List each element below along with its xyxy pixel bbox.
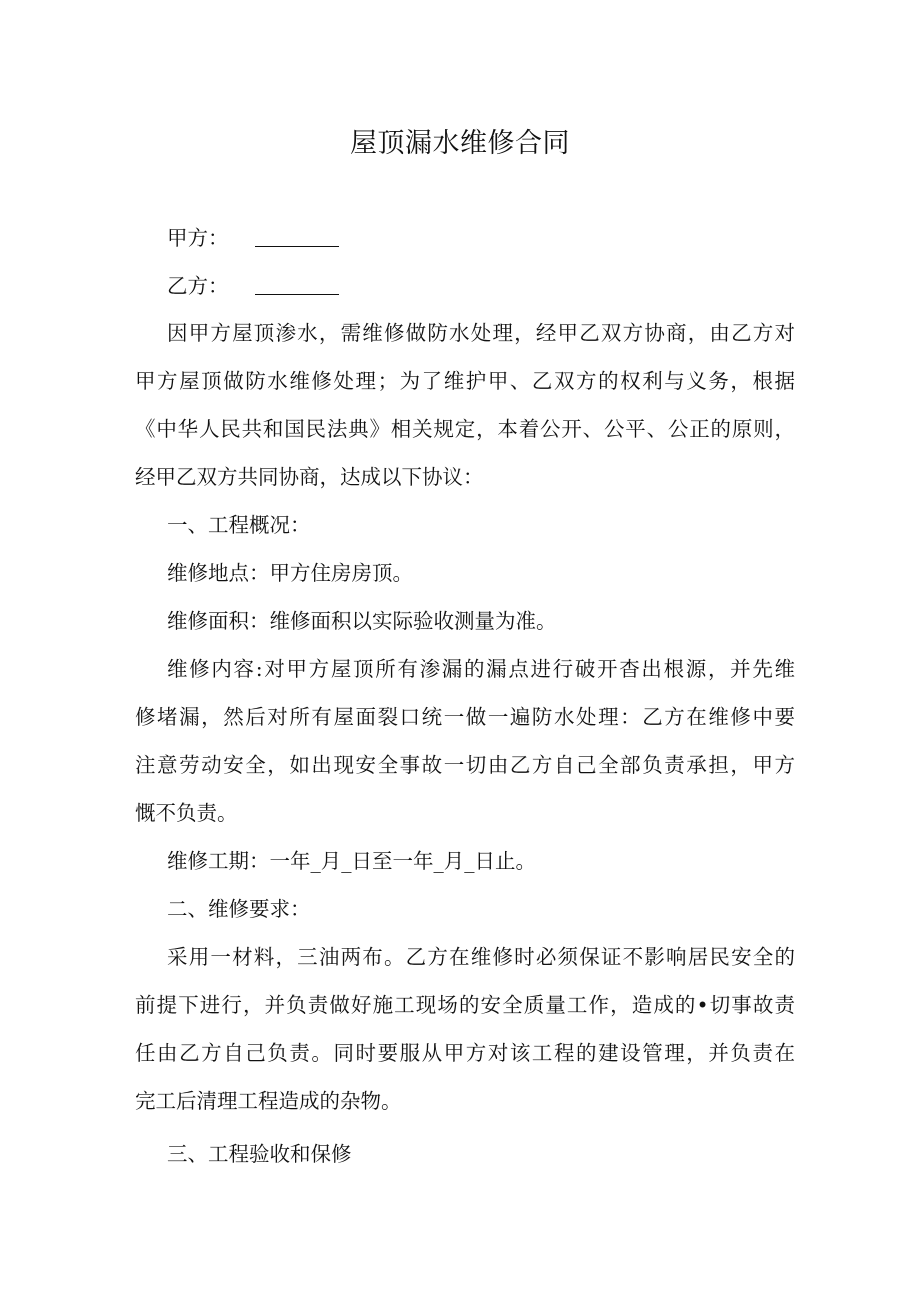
section-2-heading: 二、维修要求： (167, 897, 311, 921)
section-3-heading: 三、工程验收和保修 (167, 1142, 352, 1166)
party-b-blank (255, 272, 339, 295)
intro-line: 《中华人民共和国民法典》相关规定，本着公开、公平、公正的原则， (135, 417, 795, 441)
party-b-line (135, 266, 827, 306)
requirements-line: 任由乙方自己负责。同时要服从甲方对该工程的建设管理，并负责在 (135, 1041, 795, 1065)
party-a-blank (255, 224, 339, 247)
requirements-line: 完工后清理工程造成的杂物。 (135, 1089, 402, 1113)
repair-content-line: 维修内容:对甲方屋顶所有渗漏的漏点进行破开杳出根源，并先维 (167, 657, 795, 681)
repair-content-line: 修堵漏，然后对所有屋面裂口统一做一遍防水处理：乙方在维修中要 (135, 705, 795, 729)
document-title: 屋顶漏水维修合同 (350, 128, 570, 159)
party-a-line (135, 218, 827, 258)
intro-line: 甲方屋顶做防水维修处理；为了维护甲、乙双方的权利与义务，根据 (135, 369, 795, 393)
intro-line: 经甲乙双方共同协商，达成以下协议： (135, 465, 484, 489)
repair-location: 维修地点：甲方住房房顶。 (167, 561, 413, 585)
party-a-label: 甲方： (167, 226, 229, 250)
requirements-line: 采用一材料，三油两布。乙方在维修时必须保证不影响居民安全的 (167, 945, 795, 969)
repair-content-line: 注意劳动安全，如出现安全事故一切由乙方自己全部负责承担，甲方 (135, 753, 795, 777)
requirements-line: 前提下进行，并负责做好施工现场的安全质量工作，造成的•切事故责 (135, 993, 795, 1017)
repair-period: 维修工期：一年_月_日至一年_月_日止。 (167, 849, 536, 873)
repair-area: 维修面积：维修面积以实际验收测量为准。 (167, 609, 557, 633)
party-b-label: 乙方： (167, 274, 229, 298)
repair-content-line: 慨不负责。 (135, 801, 238, 825)
intro-line: 因甲方屋顶渗水，需维修做防水处理，经甲乙双方协商，由乙方对 (167, 321, 795, 345)
section-1-heading: 一、工程概况： (167, 513, 311, 537)
